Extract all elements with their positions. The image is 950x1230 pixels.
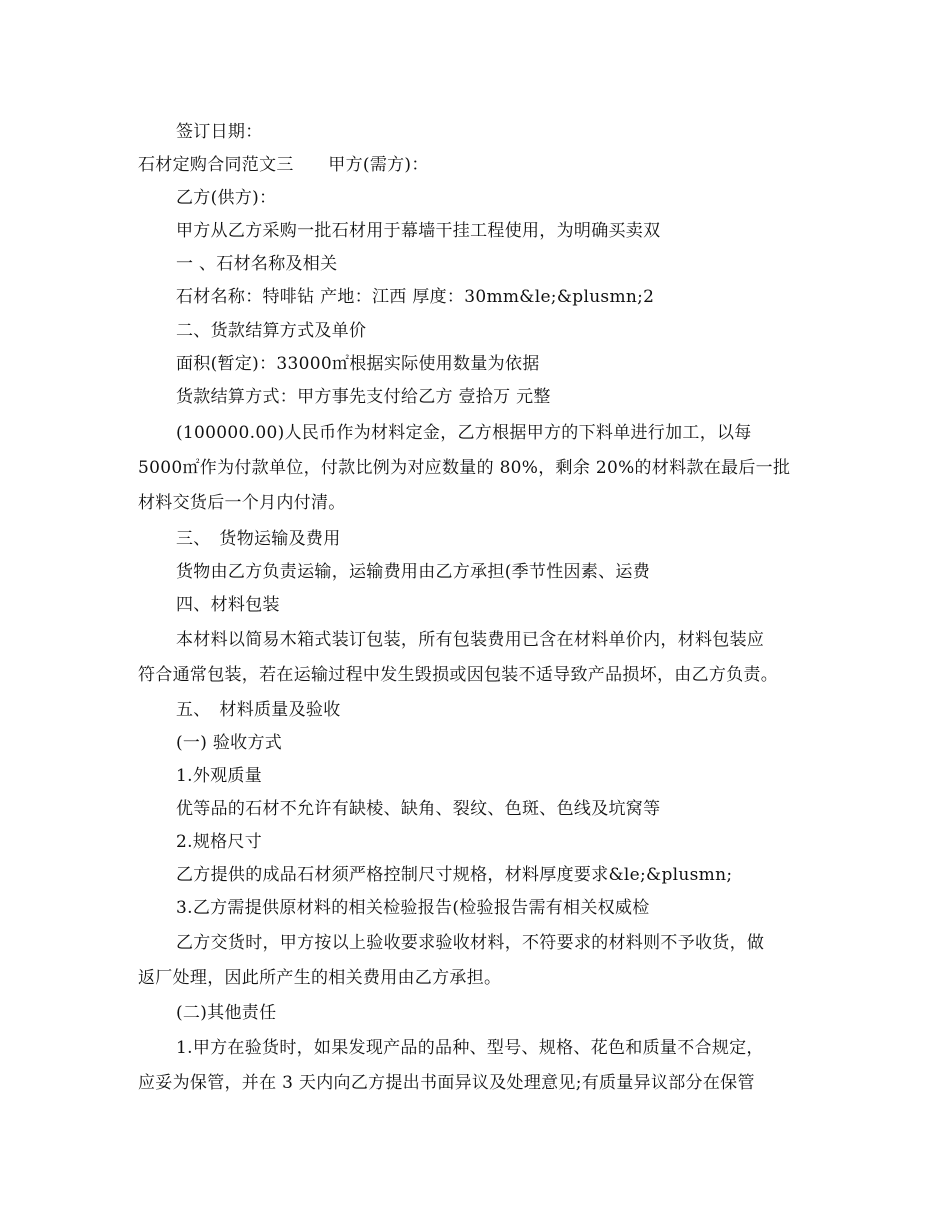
area-line: 面积(暂定)：33000㎡根据实际使用数量为依据 bbox=[176, 354, 540, 374]
payment-paragraph-line-3: 材料交货后一个月内付清。 bbox=[138, 493, 346, 513]
signing-date-line: 签订日期： bbox=[176, 122, 263, 142]
payment-method-line: 货款结算方式：甲方事先支付给乙方 壹拾万 元整 bbox=[176, 387, 551, 407]
other-responsibilities-heading: (二)其他责任 bbox=[176, 1003, 277, 1023]
packaging-paragraph-line-1: 本材料以简易木箱式装订包装，所有包装费用已含在材料单价内，材料包装应 bbox=[176, 630, 765, 650]
delivery-paragraph-line-2: 返厂处理，因此所产生的相关费用由乙方承担。 bbox=[138, 968, 502, 988]
responsibility-paragraph-line-2: 应妥为保管，并在 3 天内向乙方提出书面异议及处理意见;有质量异议部分在保管 bbox=[138, 1073, 755, 1093]
intro-paragraph: 甲方从乙方采购一批石材用于幕墙干挂工程使用，为明确买卖双 bbox=[176, 221, 661, 241]
dimension-line: 乙方提供的成品石材须严格控制尺寸规格，材料厚度要求&le;&plusmn; bbox=[176, 865, 733, 885]
appearance-quality-line: 优等品的石材不允许有缺棱、缺角、裂纹、色斑、色线及坑窝等 bbox=[176, 799, 661, 819]
inspection-report-line: 3.乙方需提供原材料的相关检验报告(检验报告需有相关权威检 bbox=[176, 898, 650, 918]
payment-paragraph-line-2: 5000㎡作为付款单位，付款比例为对应数量的 80%，剩余 20%的材料款在最后一批 bbox=[138, 458, 791, 478]
inspection-method-heading: (一) 验收方式 bbox=[176, 733, 283, 753]
section-five-heading: 五、 材料质量及验收 bbox=[176, 700, 341, 720]
contract-title-line: 石材定购合同范文三 甲方(需方)： bbox=[138, 155, 429, 175]
party-b-line: 乙方(供方)： bbox=[176, 188, 277, 208]
payment-paragraph-line-1: (100000.00)人民币作为材料定金，乙方根据甲方的下料单进行加工，以每 bbox=[176, 423, 752, 443]
delivery-paragraph-line-1: 乙方交货时，甲方按以上验收要求验收材料，不符要求的材料则不予收货，做 bbox=[176, 933, 765, 953]
stone-spec-line: 石材名称：特啡钻 产地：江西 厚度：30mm&le;&plusmn;2 bbox=[176, 287, 655, 307]
section-four-heading: 四、材料包装 bbox=[176, 595, 280, 615]
appearance-quality-heading: 1.外观质量 bbox=[176, 766, 263, 786]
responsibility-paragraph-line-1: 1.甲方在验货时，如果发现产品的品种、型号、规格、花色和质量不合规定， bbox=[176, 1038, 764, 1058]
section-two-heading: 二、货款结算方式及单价 bbox=[176, 321, 367, 341]
packaging-paragraph-line-2: 符合通常包装，若在运输过程中发生毁损或因包装不适导致产品损坏，由乙方负责。 bbox=[138, 665, 779, 685]
dimension-heading: 2.规格尺寸 bbox=[176, 832, 263, 852]
transport-line: 货物由乙方负责运输，运输费用由乙方承担(季节性因素、运费 bbox=[176, 562, 651, 582]
section-one-heading: 一 、石材名称及相关 bbox=[176, 254, 338, 274]
section-three-heading: 三、 货物运输及费用 bbox=[176, 529, 341, 549]
